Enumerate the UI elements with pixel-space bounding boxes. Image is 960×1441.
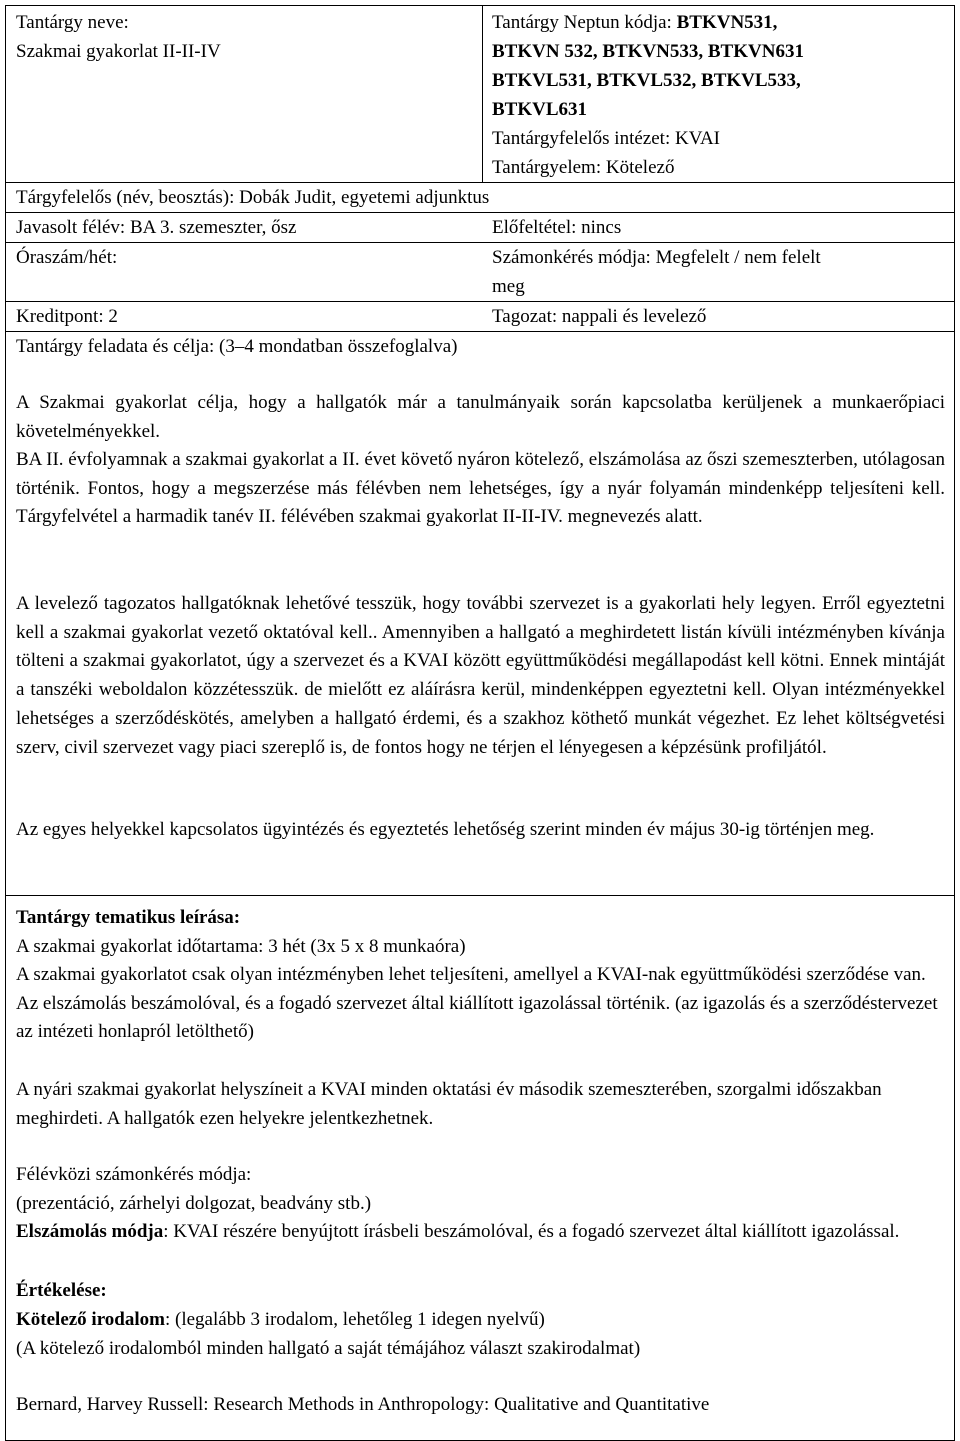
deadline-paragraph: Az egyes helyekkel kapcsolatos ügyintézés és egyeztetés lehetőség szerint minden év május 30-ig történjen meg. xyxy=(16,819,875,840)
recommended-semester: Javasolt félév: BA 3. szemeszter, ősz xyxy=(16,217,297,238)
prerequisite: Előfeltétel: nincs xyxy=(492,217,622,238)
literature-heading: Kötelező irodalom: (legalább 3 irodalom, lehetőleg 1 idegen nyelvű) xyxy=(16,1309,545,1330)
neptun-code-line-3: BTKVL531, BTKVL532, BTKVL533, xyxy=(492,70,801,91)
credit-points: Kreditpont: 2 xyxy=(16,306,118,327)
institution-paragraph: A szakmai gyakorlatot csak olyan intézményben lehet teljesíteni, amellyel a KVAI-nak együttműködési szerződése van. Az elszámolás beszámolóval, és a fogadó szervezet által kiállított igazolással történik. (az igazolás és a szerződéstervezet az intézeti honlapról letölthető) xyxy=(16,964,938,1043)
thematic-heading: Tantárgy tematikus leírása: xyxy=(16,907,241,928)
responsible-institute: Tantárgyfelelős intézet: KVAI xyxy=(492,128,721,149)
row-divider xyxy=(5,895,955,896)
subject-name: Szakmai gyakorlat II-II-IV xyxy=(16,41,221,62)
study-mode: Tagozat: nappali és levelező xyxy=(492,306,707,327)
neptun-code-line-4: BTKVL631 xyxy=(492,99,588,120)
settlement-paragraph: Elszámolás módja: KVAI részére benyújtott írásbeli beszámolóval, és a fogadó szervezet által kiállított igazolással. xyxy=(16,1221,900,1242)
assessment-method: Számonkérés módja: Megfelelt / nem felelt xyxy=(492,247,821,268)
neptun-code-line-1: Tantárgy Neptun kódja: BTKVN531, xyxy=(492,12,778,33)
literature-note: (A kötelező irodalomból minden hallgató a saját témájához választ szakirodalmat) xyxy=(16,1338,641,1359)
grading-label: Értékelése: xyxy=(16,1280,107,1301)
course-element: Tantárgyelem: Kötelező xyxy=(492,157,675,178)
midterm-label: Félévközi számonkérés módja: xyxy=(16,1164,252,1185)
row-divider xyxy=(5,301,955,302)
goal-paragraph: A Szakmai gyakorlat célja, hogy a hallgatók már a tanulmányaik során kapcsolatba kerüljenek a munkaerőpiaci követelményekkel. xyxy=(16,392,945,442)
subject-label: Tantárgy neve: xyxy=(16,12,129,33)
assessment-method-cont: meg xyxy=(492,276,525,297)
correspondence-paragraph: A levelező tagozatos hallgatóknak lehetővé tesszük, hogy további szervezet is a gyakorlati hely legyen. Erről egyeztetni kell a szakmai gyakorlat vezető oktatóval kell.. Amennyiben a hallgató a meghirdetett listán kívüli intézményben kívánja tölteni a szakmai gyakorlatot, úgy a szervezet és a KVAI között együttműködési megállapodást kell kötni. Ennek mintáját a tanszéki weboldalon közzétesszük. de mielőtt ez aláírásra kerül, mindenképpen egyeztetni kell. Olyan intézményekkel lehetséges a szerződéskötés, amelyben a hallgató érdemi, és a szakhoz köthető munkát végezhet. Ez lehet költségvetési szerv, civil szervezet vagy piaci szereplő is, de fontos hogy ne térjen el lényegesen a képzésünk profiljától. xyxy=(16,593,945,758)
task-heading: Tantárgy feladata és célja: (3‒4 mondatban összefoglalva) xyxy=(16,336,458,357)
column-divider xyxy=(482,5,483,182)
midterm-value: (prezentáció, zárhelyi dolgozat, beadvány stb.) xyxy=(16,1193,372,1214)
duration-line: A szakmai gyakorlat időtartama: 3 hét (3x 5 x 8 munkaóra) xyxy=(16,936,466,957)
schedule-paragraph: BA II. évfolyamnak a szakmai gyakorlat a II. évet követő nyáron kötelező, elszámolása az őszi szemeszterben, utólagosan történik. Fontos, hogy a megszerzése más félévben nem lehetséges, így a nyár folyamán mindenképp teljesíteni kell. Tárgyfelvétel a harmadik tanév II. félévében szakmai gyakorlat II-II-IV. megnevezés alatt. xyxy=(16,449,945,528)
literature-item: Bernard, Harvey Russell: Research Methods in Anthropology: Qualitative and Quantitative xyxy=(16,1394,710,1415)
course-responsible: Tárgyfelelős (név, beosztás): Dobák Judit, egyetemi adjunktus xyxy=(16,187,490,208)
announcement-paragraph: A nyári szakmai gyakorlat helyszíneit a KVAI minden oktatási év második szemeszterében, szorgalmi időszakban meghirdeti. A hallgatók ezen helyekre jelentkezhetnek. xyxy=(16,1079,882,1129)
neptun-code-line-2: BTKVN 532, BTKVN533, BTKVN631 xyxy=(492,41,804,62)
weekly-hours: Óraszám/hét: xyxy=(16,247,118,268)
